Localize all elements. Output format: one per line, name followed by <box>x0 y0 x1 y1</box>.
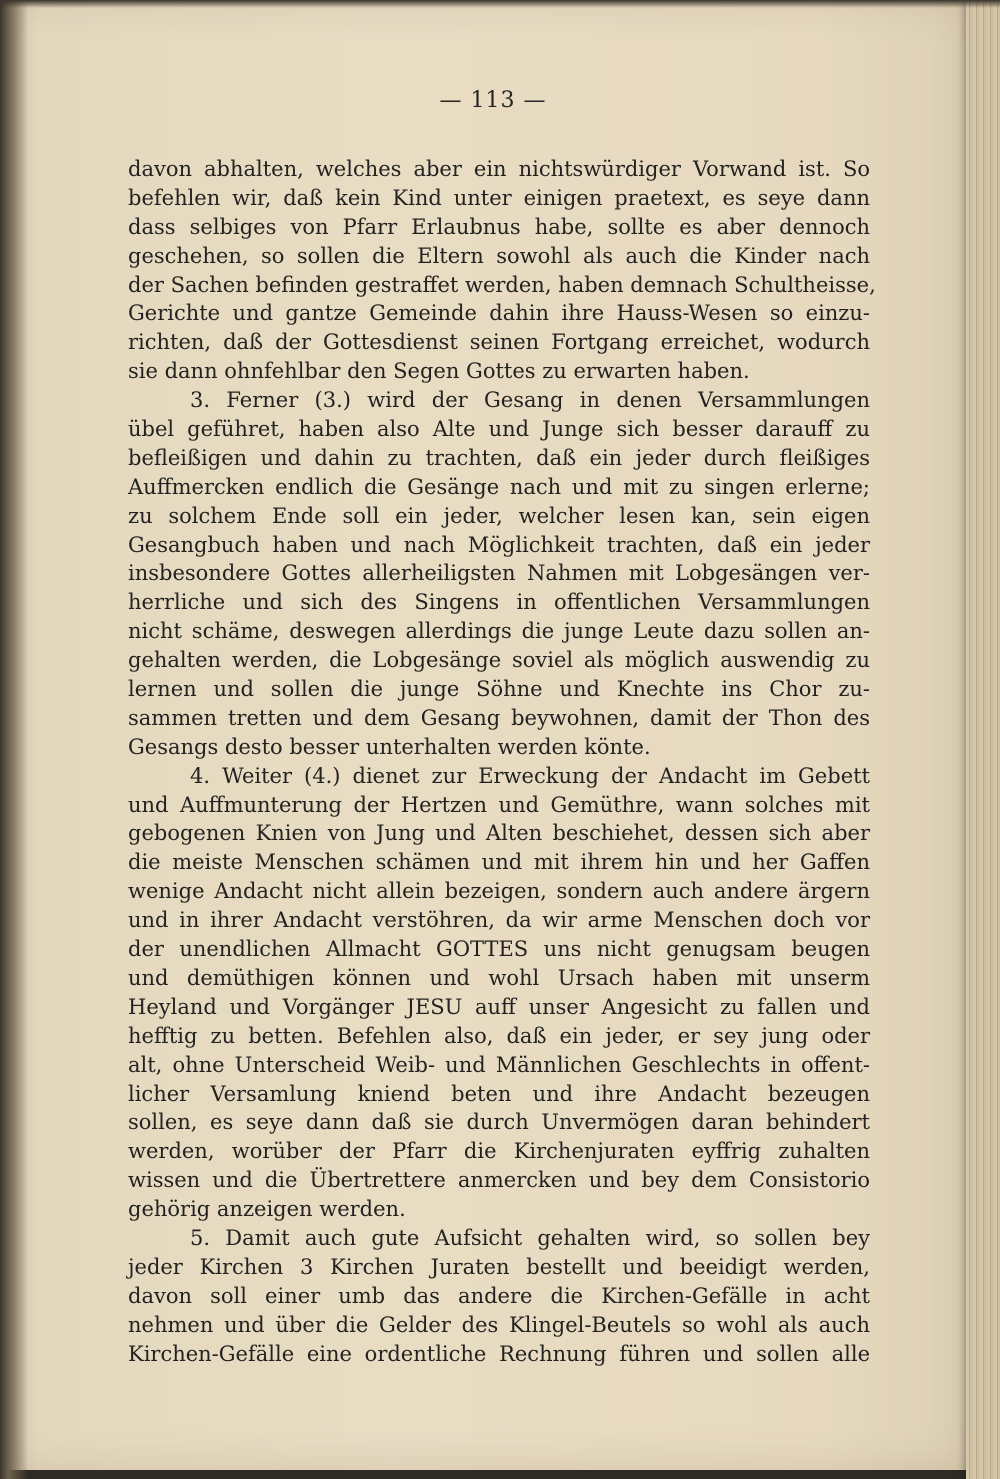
text-line: befehlen wir, daß kein Kind unter einigen praetext, es seye dann <box>128 185 870 210</box>
text-line: gehörig anzeigen werden. <box>128 1197 406 1222</box>
text-line: geschehen, so sollen die Eltern sowohl als auch die Kinder nach <box>128 243 870 268</box>
text-line: Gesangs desto besser unterhalten werden könte. <box>128 734 651 759</box>
text-line: licher Versamlung kniend beten und ihre Andacht bezeugen <box>128 1081 870 1106</box>
text-line: gebogenen Knien von Jung und Alten beschiehet, dessen sich aber <box>128 821 870 846</box>
page-paper <box>8 0 970 1470</box>
text-line: insbesondere Gottes allerheiligsten Nahmen mit Lobgesängen ver- <box>128 561 870 586</box>
top-edge-shadow <box>0 0 1000 8</box>
page-edge-stack <box>966 0 1000 1479</box>
text-line: nehmen und über die Gelder des Klingel-Beutels so wohl als auch <box>128 1312 870 1337</box>
text-line: dass selbiges von Pfarr Erlaubnus habe, sollte es aber dennoch <box>128 214 870 239</box>
text-line: und Auffmunterung der Hertzen und Gemüthre, wann solches mit <box>128 792 870 817</box>
text-line: davon soll einer umb das andere die Kirchen-Gefälle in acht <box>128 1283 870 1308</box>
text-line: befleißigen und dahin zu trachten, daß ein jeder durch fleißiges <box>128 445 870 470</box>
text-line: Heyland und Vorgänger JESU auff unser Angesicht zu fallen und <box>128 994 870 1019</box>
text-line: jeder Kirchen 3 Kirchen Juraten bestellt und beeidigt werden, <box>128 1254 870 1279</box>
text-line: hefftig zu betten. Befehlen also, daß ein jeder, er sey jung oder <box>128 1023 870 1048</box>
text-line: Gerichte und gantze Gemeinde dahin ihre Hauss-Wesen so einzu- <box>128 301 870 326</box>
text-line: Auffmercken endlich die Gesänge nach und mit zu singen erlerne; <box>128 474 870 499</box>
text-line: 4. Weiter (4.) dienet zur Erweckung der Andacht im Gebett <box>190 763 870 788</box>
text-line: gehalten werden, die Lobgesänge soviel als möglich auswendig zu <box>128 648 870 673</box>
text-line: herrliche und sich des Singens in offentlichen Versammlungen <box>128 590 870 615</box>
spine-shadow <box>0 0 28 1479</box>
text-line: Kirchen-Gefälle eine ordentliche Rechnung führen und sollen alle <box>128 1341 870 1366</box>
text-line: und in ihrer Andacht verstöhren, da wir arme Menschen doch vor <box>128 908 870 933</box>
text-line: nicht schäme, deswegen allerdings die junge Leute dazu sollen an- <box>128 619 870 644</box>
text-line: richten, daß der Gottesdienst seinen Fortgang erreichet, wodurch <box>128 330 870 355</box>
text-line: und demüthigen können und wohl Ursach haben mit unserm <box>128 965 870 990</box>
text-line: Gesangbuch haben und nach Möglichkeit trachten, daß ein jeder <box>128 532 870 557</box>
text-line: übel geführet, haben also Alte und Junge sich besser darauff zu <box>128 417 870 442</box>
text-line: alt, ohne Unterscheid Weib- und Männlichen Geschlechts in offent- <box>128 1052 870 1077</box>
page-number: — 113 — <box>439 88 547 113</box>
text-line: die meiste Menschen schämen und mit ihrem hin und her Gaffen <box>128 850 870 875</box>
text-line: werden, worüber der Pfarr die Kirchenjuraten eyffrig zuhalten <box>128 1139 870 1164</box>
text-line: sollen, es seye dann daß sie durch Unvermögen daran behindert <box>128 1110 870 1135</box>
text-line: zu solchem Ende soll ein jeder, welcher lesen kan, sein eigen <box>128 503 870 528</box>
text-line: sie dann ohnfehlbar den Segen Gottes zu erwarten haben. <box>128 359 750 384</box>
body-text <box>128 155 876 1368</box>
text-line: 5. Damit auch gute Aufsicht gehalten wird, so sollen bey <box>190 1225 870 1250</box>
text-line: davon abhalten, welches aber ein nichtswürdiger Vorwand ist. So <box>128 157 870 181</box>
text-line: wenige Andacht nicht allein bezeigen, sondern auch andere ärgern <box>128 879 870 904</box>
text-line: wissen und die Übertrettere anmercken und bey dem Consistorio <box>128 1168 870 1193</box>
text-line: der Sachen befinden gestraffet werden, haben demnach Schultheisse, <box>128 272 876 297</box>
text-line: lernen und sollen die junge Söhne und Knechte ins Chor zu- <box>128 677 870 702</box>
text-line: der unendlichen Allmacht GOTTES uns nicht genugsam beugen <box>128 937 870 962</box>
text-line: 3. Ferner (3.) wird der Gesang in denen Versammlungen <box>190 388 870 413</box>
text-line: sammen tretten und dem Gesang beywohnen, damit der Thon des <box>128 705 870 730</box>
